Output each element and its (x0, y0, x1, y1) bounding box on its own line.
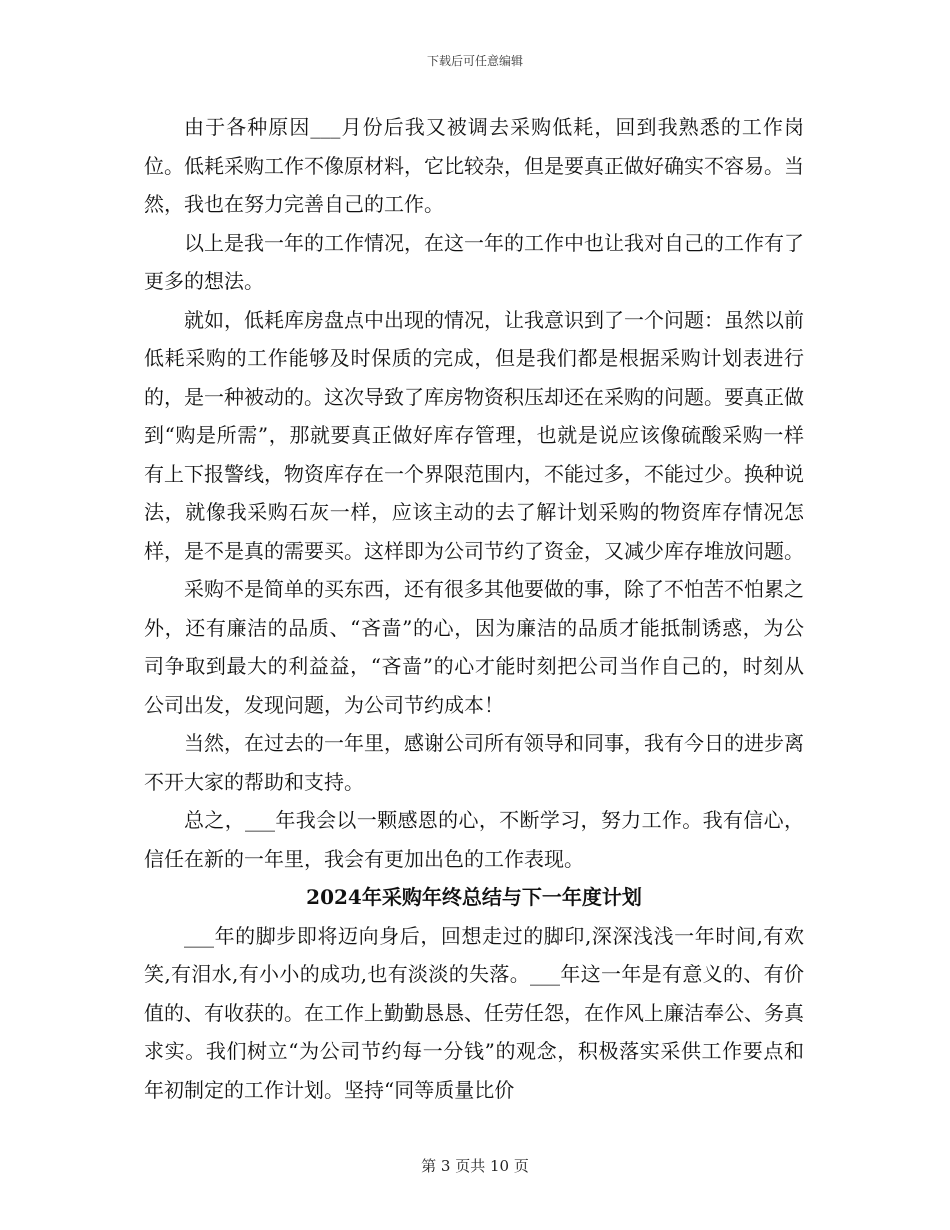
document-body (144, 108, 804, 1109)
page-header: 下载后可任意编辑 (426, 54, 523, 68)
paragraph: ___年的脚步即将迈向身后，回想走过的脚印,深深浅浅一年时间,有欢笑,有泪水,有小小的成功,也有淡淡的失落。___年这一年是有意义的、有价值的、有收获的。在工作上勤勤恳恳、任劳任怨，在作风上廉洁奉公、务真求实。我们树立“为公司节约每一分钱”的观念，积极落实采供工作要点和年初制定的工作计划。坚持“同等质量比价 (144, 923, 804, 1102)
paragraph: 就如，低耗库房盘点中出现的情况，让我意识到了一个问题：虽然以前低耗采购的工作能够及时保质的完成，但是我们都是根据采购计划表进行的，是一种被动的。这次导致了库房物资积压却还在采购的问题。要真正做到“购是所需”，那就要真正做好库存管理，也就是说应该像硫酸采购一样有上下报警线，物资库存在一个界限范围内，不能过多，不能过少。换种说法，就像我采购石灰一样，应该主动的去了解计划采购的物资库存情况怎样，是不是真的需要买。这样即为公司节约了资金，又减少库存堆放问题。 (144, 307, 804, 563)
paragraph: 由于各种原因___月份后我又被调去采购低耗，回到我熟悉的工作岗位。低耗采购工作不像原材料，它比较杂，但是要真正做好确实不容易。当然，我也在努力完善自己的工作。 (144, 115, 804, 216)
paragraph: 以上是我一年的工作情况，在这一年的工作中也让我对自己的工作有了更多的想法。 (144, 230, 804, 293)
paragraph: 总之，___年我会以一颗感恩的心，不断学习，努力工作。我有信心，信任在新的一年里，我会有更加出色的工作表现。 (144, 808, 804, 871)
paragraph: 当然，在过去的一年里，感谢公司所有领导和同事，我有今日的进步离不开大家的帮助和支持。 (144, 731, 804, 794)
page-footer: 第 3 页共 10 页 (421, 1157, 529, 1175)
paragraph: 采购不是简单的买东西，还有很多其他要做的事，除了不怕苦不怕累之外，还有廉洁的品质、“吝啬”的心，因为廉洁的品质才能抵制诱惑，为公司争取到最大的利益益，“吝啬”的心才能时刻把公司当作自己的，时刻从公司出发，发现问题，为公司节约成本！ (144, 577, 804, 717)
section-title: 2024年采购年终总结与下一年度计划 (306, 885, 642, 909)
